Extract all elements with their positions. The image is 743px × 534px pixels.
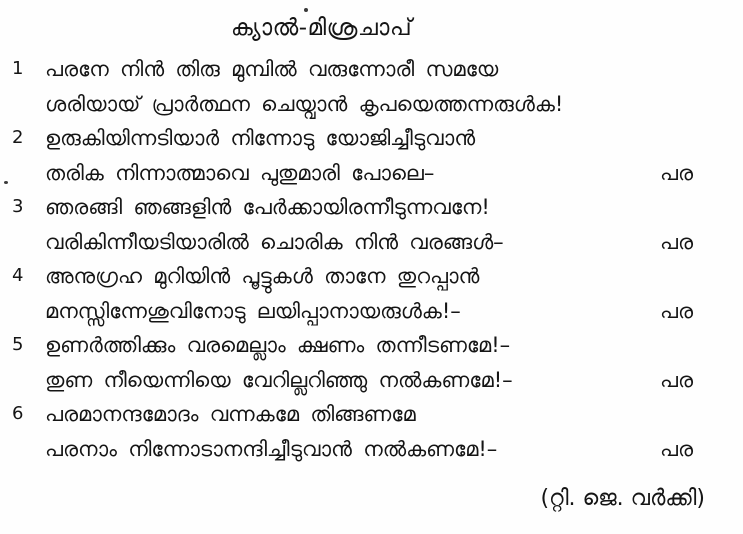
verse-line-text: മനസ്സിന്നേശുവിനോടു ലയിപ്പാനായരുൾക!– [45, 298, 461, 323]
verse-line-text: പരനേ നിൻ തിരു മുമ്പിൽ വരുന്നോരീ സമയേ [45, 57, 499, 81]
verse-5 [8, 328, 705, 397]
verse-line [45, 52, 705, 87]
verse-line [45, 432, 705, 467]
verse-number: 4 [12, 265, 24, 286]
refrain-marker: പര [660, 229, 693, 254]
verse-line [45, 259, 705, 294]
verse-line [45, 156, 705, 191]
verse-number: 1 [12, 58, 24, 79]
refrain-marker: പര [660, 436, 693, 461]
verse-4 [8, 259, 705, 328]
verse-line [45, 363, 705, 398]
verse-line [45, 294, 705, 329]
verse-2 [8, 121, 705, 190]
verse-line-text: വരികിന്നീയടിയാരിൽ ചൊരിക നിൻ വരങ്ങൾ– [45, 229, 504, 254]
verse-number: 6 [12, 403, 24, 424]
refrain-marker: പര [660, 367, 693, 392]
verse-1 [8, 52, 705, 121]
verse-line-text: തുണ നീയെന്നിയെ വേറില്ലറിഞ്ഞു നൽകണമേ!– [45, 367, 513, 392]
verse-line-text: തരിക നിന്നാത്മാവെ പുതുമാരി പോലെ– [45, 160, 435, 185]
verse-number: 3 [12, 196, 24, 217]
verse-line-text: ഉരുകിയിന്നടിയാർ നിന്നോടു യോജിച്ചീടുവാൻ [45, 126, 476, 150]
scan-artifact-dot [4, 181, 8, 184]
verse-6 [8, 397, 705, 466]
verse-line-text: പരനാം നിന്നോടാനന്ദിച്ചീടുവാൻ നൽകണമേ!– [45, 436, 498, 461]
refrain-marker: പര [660, 298, 693, 323]
verse-line-text: ശരിയായ് പ്രാർത്ഥന ചെയ്വാൻ കൃപയെത്തന്നരുൾക! [45, 91, 564, 116]
attribution: (റ്റി. ജെ. വർക്കി) [540, 486, 705, 511]
verse-line-text: ഞരങ്ങി ഞങ്ങളിൻ പേർക്കായിരന്നീടുന്നവനേ! [45, 195, 490, 219]
verse-line [45, 87, 705, 122]
hymn-title: ക്യാൽ-മിശ്രചാപ് [230, 15, 413, 41]
verse-list [8, 52, 705, 466]
verse-line [45, 397, 705, 432]
verse-number: 5 [12, 334, 24, 355]
verse-line [45, 121, 705, 156]
verse-line-text: അനുഗ്രഹ മുറിയിൻ പൂട്ടുകൾ താനേ തുറപ്പാൻ [45, 264, 480, 288]
scan-artifact-dot [304, 8, 308, 12]
verse-3 [8, 190, 705, 259]
verse-number: 2 [12, 127, 24, 148]
verse-line [45, 225, 705, 260]
verse-line [45, 328, 705, 363]
verse-line-text: പരമാനന്ദമോദം വന്നകമേ തിങ്ങണമേ [45, 402, 416, 426]
verse-line-text: ഉണർത്തിക്കും വരമെല്ലാം ക്ഷണം തന്നീടണമേ!– [45, 333, 511, 357]
verse-line [45, 190, 705, 225]
refrain-marker: പര [660, 160, 693, 185]
